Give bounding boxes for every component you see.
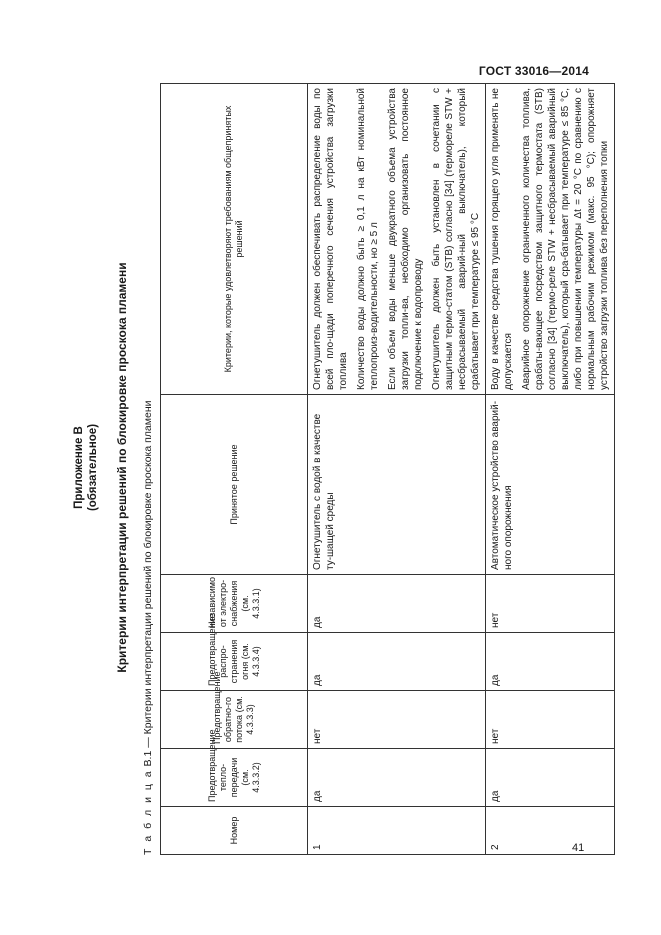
table-row: [486, 84, 615, 855]
criteria-paragraph: Аварийное опорожнение ограниченного количества топлива, срабаты-вающее посредством защитного термостата (STB) согласно [34] (термо-реле STW + несбрасываемый аварийный выключатель), который сра-батывает при температуре ≤ 85 °С, либо при повышении температуры Δt = 20 °С по сравнению с нормальным рабочим режимом (макс. 95 °С); опорожняет устройство загрузки топлива без переполнения топки: [521, 88, 610, 390]
header-fire-spread: Предотвращение распро-странения огня (см. 4.3.3.4): [161, 633, 308, 691]
cell-backflow: нет: [486, 691, 615, 749]
cell-backflow: нет: [308, 691, 486, 749]
criteria-paragraph: Воду в качестве средства тушения горящего угля применять не допускается: [490, 88, 514, 390]
table-caption-prefix: Т а б л и ц а: [142, 769, 154, 855]
criteria-paragraph: Если объем воды меньше двукратного объема устройства загрузки топли-ва, необходимо организовать постоянное подключение к водопроводу: [387, 88, 424, 390]
header-decision: Принятое решение: [161, 395, 308, 575]
cell-decision: Огнетушитель с водой в качестве ту-шащей среды: [308, 395, 486, 575]
cell-heat-transfer: да: [486, 749, 615, 807]
standard-code: ГОСТ 33016—2014: [478, 64, 589, 78]
table-caption: [142, 401, 154, 856]
criteria-paragraph: Количество воды должно быть ≥ 0,1 л на кВт номинальной теплопроиз-водительности, но ≥ 5 л: [356, 88, 380, 390]
table-row: [308, 84, 486, 855]
header-power-independent: Независимо от электро-снабжения (см. 4.3.3.1): [161, 575, 308, 633]
table-header-row: [161, 84, 308, 855]
cell-fire-spread: да: [308, 633, 486, 691]
cell-heat-transfer: да: [308, 749, 486, 807]
header-criteria: Критерии, которые удовлетворяют требованиям общепринятых решений: [161, 84, 308, 395]
cell-power-independent: нет: [486, 575, 615, 633]
criteria-paragraph: Огнетушитель должен обеспечивать распределение воды по всей пло-щади поперечного сечения устройства загрузки топлива: [312, 88, 349, 390]
table-caption-number: В.1: [142, 750, 154, 767]
annex-title: Критерии интерпретации решений по блокировке проскока пламени: [115, 262, 129, 673]
header-number: Номер: [161, 807, 308, 855]
cell-number: 2: [486, 807, 615, 855]
cell-criteria: [486, 84, 615, 395]
table-caption-text: — Критерии интерпретации решений по блокировке проскока пламени: [142, 400, 154, 748]
page-number: 41: [572, 842, 585, 854]
cell-criteria: [308, 84, 486, 395]
annex-label: Приложение В: [73, 426, 85, 509]
header-backflow: Предотвращение обратно-го потока (см. 4.3.3.3): [161, 691, 308, 749]
cell-decision: Автоматическое устройство аварий-ного опорожнения: [486, 395, 615, 575]
annex-status: (обязательное): [87, 423, 99, 512]
cell-power-independent: да: [308, 575, 486, 633]
header-heat-transfer: Предотвращение тепло-передачи (см. 4.3.3.2): [161, 749, 308, 807]
cell-number: 1: [308, 807, 486, 855]
criteria-table: [160, 83, 615, 855]
criteria-paragraph: Огнетушитель должен быть установлен в сочетании с защитным термо-статом (STB) согласно [34] (термореле STW + несбрасываемый аварий-ный выключатель), который срабатывает при температуре ≤ 95 °С: [431, 88, 481, 390]
cell-fire-spread: да: [486, 633, 615, 691]
